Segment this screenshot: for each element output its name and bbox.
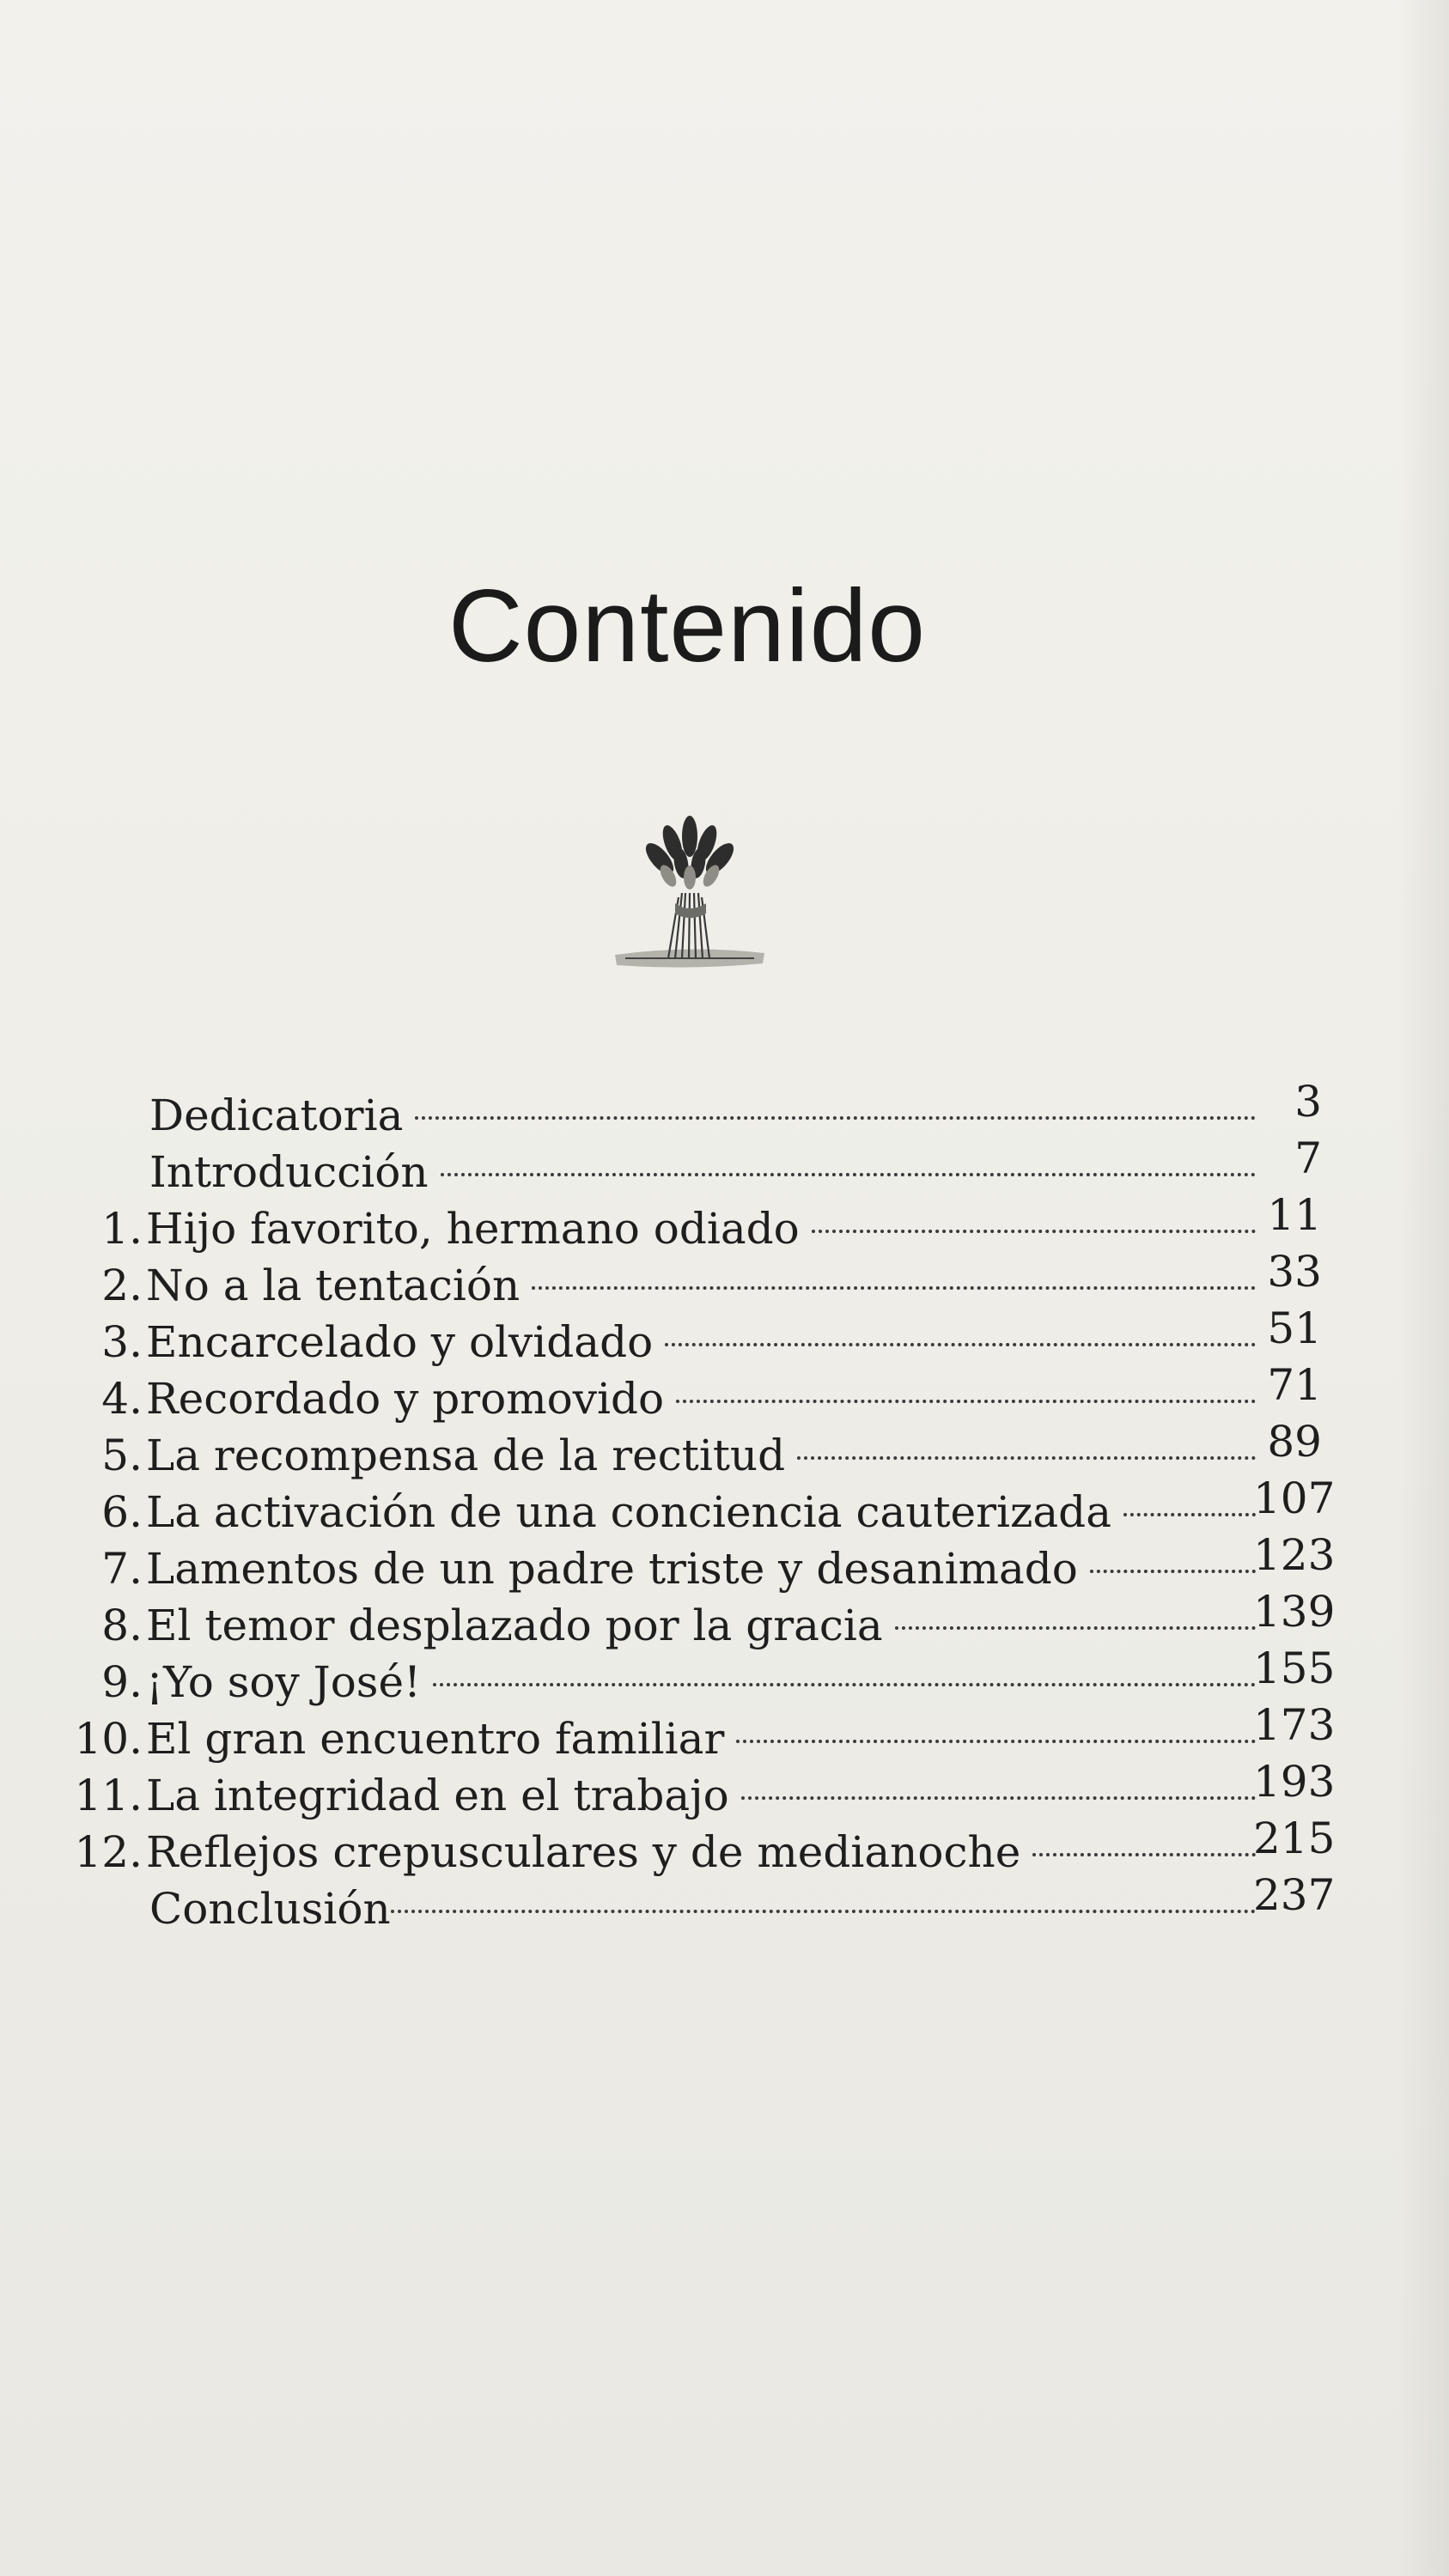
toc-entry-page: 193 bbox=[1253, 1757, 1336, 1807]
dot-leader bbox=[741, 1779, 1256, 1800]
toc-entry-title: Encarcelado y olvidado bbox=[146, 1317, 654, 1367]
dot-leader bbox=[415, 1099, 1256, 1120]
dot-leader bbox=[665, 1326, 1256, 1346]
page-title: Contenido bbox=[447, 568, 927, 683]
dot-leader bbox=[736, 1722, 1256, 1743]
toc-entry-title: La recompensa de la rectitud bbox=[146, 1431, 786, 1480]
dot-leader bbox=[676, 1382, 1256, 1403]
toc-entry[interactable] bbox=[0, 1814, 1449, 1880]
toc-entry[interactable] bbox=[0, 1077, 1449, 1144]
toc-entry[interactable] bbox=[0, 1700, 1449, 1767]
dot-leader bbox=[1090, 1552, 1256, 1573]
toc-entry-number: 6. bbox=[101, 1487, 143, 1537]
toc-entry-title: Conclusión bbox=[149, 1884, 391, 1934]
dot-leader bbox=[1123, 1496, 1256, 1516]
toc-entry-title: Dedicatoria bbox=[149, 1091, 404, 1140]
toc-entry[interactable] bbox=[0, 1247, 1449, 1314]
dot-leader bbox=[895, 1609, 1256, 1630]
toc-entry-title: Recordado y promovido bbox=[146, 1374, 665, 1424]
toc-entry[interactable] bbox=[0, 1360, 1449, 1427]
toc-entry[interactable] bbox=[0, 1870, 1449, 1937]
toc-entry-page: 89 bbox=[1267, 1417, 1322, 1467]
toc-entry-number: 1. bbox=[101, 1204, 143, 1254]
dot-leader bbox=[441, 1156, 1256, 1176]
toc-entry-page: 33 bbox=[1267, 1247, 1322, 1297]
toc-entry-page: 7 bbox=[1294, 1133, 1322, 1183]
toc-entry-title: La activación de una conciencia cauterizada bbox=[146, 1487, 1111, 1537]
toc-entry[interactable] bbox=[0, 1757, 1449, 1824]
dot-leader bbox=[797, 1439, 1256, 1460]
dot-leader bbox=[532, 1269, 1256, 1290]
toc-entry-title: Introducción bbox=[149, 1147, 429, 1197]
dot-leader bbox=[433, 1666, 1256, 1686]
toc-entry-page: 155 bbox=[1253, 1643, 1336, 1693]
toc-entry-number: 2. bbox=[101, 1261, 143, 1310]
toc-entry-page: 237 bbox=[1253, 1870, 1336, 1920]
toc-entry-page: 3 bbox=[1294, 1077, 1322, 1127]
toc-entry[interactable] bbox=[0, 1303, 1449, 1370]
toc-entry-page: 107 bbox=[1253, 1473, 1336, 1523]
toc-entry-title: Reflejos crepusculares y de medianoche bbox=[146, 1827, 1021, 1877]
toc-entry-page: 123 bbox=[1253, 1530, 1336, 1580]
toc-entry[interactable] bbox=[0, 1643, 1449, 1710]
toc-entry-page: 139 bbox=[1253, 1587, 1336, 1637]
toc-entry-number: 10. bbox=[74, 1714, 143, 1764]
toc-entry-title: ¡Yo soy José! bbox=[146, 1657, 422, 1707]
toc-entry[interactable] bbox=[0, 1587, 1449, 1654]
toc-entry-title: La integridad en el trabajo bbox=[146, 1771, 729, 1820]
toc-entry[interactable] bbox=[0, 1473, 1449, 1540]
toc-entry-page: 215 bbox=[1253, 1814, 1336, 1863]
toc-entry-number: 9. bbox=[101, 1657, 143, 1707]
toc-entry-number: 8. bbox=[101, 1601, 143, 1650]
toc-entry-number: 12. bbox=[74, 1827, 143, 1877]
toc-entry-title: No a la tentación bbox=[146, 1261, 521, 1310]
toc-entry[interactable] bbox=[0, 1190, 1449, 1257]
toc-entry-number: 7. bbox=[101, 1544, 143, 1594]
toc-entry-number: 3. bbox=[101, 1317, 143, 1367]
toc-entry[interactable] bbox=[0, 1530, 1449, 1597]
toc-entry-title: El temor desplazado por la gracia bbox=[146, 1601, 883, 1650]
toc-entry-title: El gran encuentro familiar bbox=[146, 1714, 725, 1764]
toc-entry-page: 51 bbox=[1267, 1303, 1322, 1353]
toc-entry-number: 5. bbox=[101, 1431, 143, 1480]
toc-entry[interactable] bbox=[0, 1417, 1449, 1484]
dot-leader bbox=[812, 1212, 1256, 1233]
toc-entry[interactable] bbox=[0, 1133, 1449, 1200]
toc-entry-number: 11. bbox=[74, 1771, 143, 1820]
toc-entry-title: Lamentos de un padre triste y desanimado bbox=[146, 1544, 1078, 1594]
toc-entry-number: 4. bbox=[101, 1374, 143, 1424]
toc-entry-page: 173 bbox=[1253, 1700, 1336, 1750]
dot-leader bbox=[391, 1893, 1256, 1913]
toc-entry-title: Hijo favorito, hermano odiado bbox=[146, 1204, 800, 1254]
toc-entry-page: 71 bbox=[1267, 1360, 1322, 1410]
wheat-sheaf-icon bbox=[608, 807, 771, 979]
dot-leader bbox=[1032, 1836, 1256, 1856]
toc-entry-page: 11 bbox=[1267, 1190, 1322, 1240]
